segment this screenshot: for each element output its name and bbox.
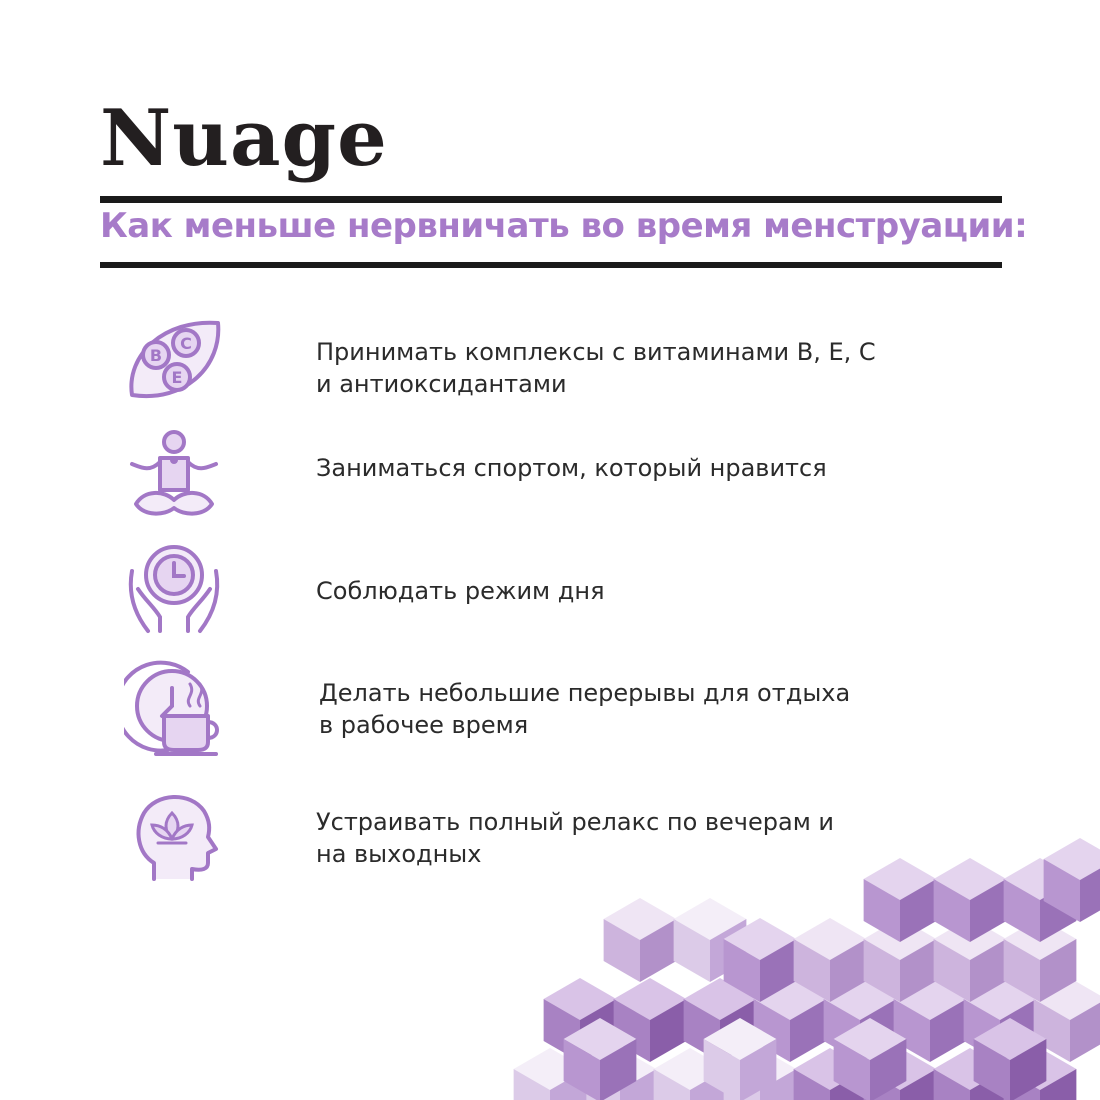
vitamin-b-letter: B [149,346,163,365]
tip-text-sport: Заниматься спортом, который нравится [316,454,827,482]
tip-text-vitamins: Принимать комплексы с витаминами B, E, C и антиоксидантами [316,338,876,398]
vitamin-e-letter: E [171,368,183,387]
vitamin-c-letter: C [180,334,192,353]
tip-text-relax: Устраивать полный релакс по вечерам и на выходных [316,808,835,868]
page-title: Как меньше нервничать во время менструации: [100,206,1028,246]
tip-text-breaks: Делать небольшие перерывы для отдыха в рабочее время [319,679,851,739]
tip-text-routine: Соблюдать режим дня [316,577,605,605]
brand-logo: Nuage [100,93,388,184]
